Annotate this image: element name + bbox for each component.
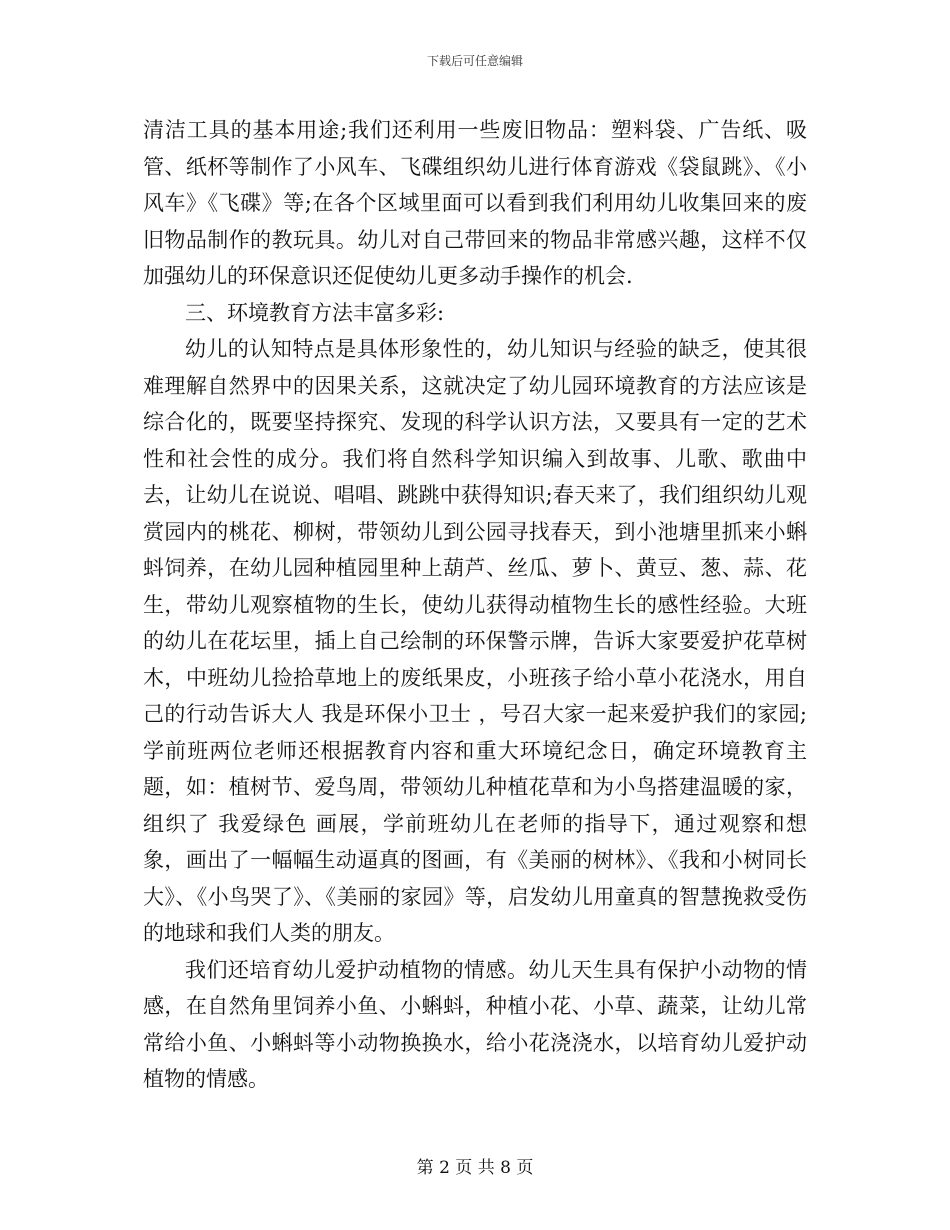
page-number: 第 2 页 共 8 页 — [416, 1158, 534, 1178]
section-heading: 三、环境教育方法丰富多彩: — [185, 300, 445, 325]
document-body — [143, 112, 807, 1098]
paragraph-continuation: 清洁工具的基本用途;我们还利用一些废旧物品：塑料袋、广告纸、吸管、纸杯等制作了小风车、飞碟组织幼儿进行体育游戏《袋鼠跳》、《小风车》《飞碟》等;在各个区域里面可以看到我们利用幼儿收集回来的废旧物品制作的教玩具。幼儿对自己带回来的物品非常感兴趣，这样不仅加强幼儿的环保意识还促使幼儿更多动手操作的机会. — [143, 118, 807, 288]
page-footer — [0, 1153, 950, 1178]
paragraph: 幼儿的认知特点是具体形象性的，幼儿知识与经验的缺乏，使其很难理解自然界中的因果关系，这就决定了幼儿园环境教育的方法应该是综合化的，既要坚持探究、发现的科学认识方法，又要具有一定的艺术性和社会性的成分。我们将自然科学知识编入到故事、儿歌、歌曲中去，让幼儿在说说、唱唱、跳跳中获得知识;春天来了，我们组织幼儿观赏园内的桃花、柳树，带领幼儿到公园寻找春天，到小池塘里抓来小蝌蚪饲养，在幼儿园种植园里种上葫芦、丝瓜、萝卜、黄豆、葱、蒜、花生，带幼儿观察植物的生长，使幼儿获得动植物生长的感性经验。大班的幼儿在花坛里，插上自己绘制的环保警示牌，告诉大家要爱护花草树木，中班幼儿捡拾草地上的废纸果皮，小班孩子给小草小花浇水，用自己的行动告诉大人 我是环保小卫士 ，号召大家一起来爱护我们的家园;学前班两位老师还根据教育内容和重大环境纪念日，确定环境教育主题，如：植树节、爱鸟周，带领幼儿种植花草和为小鸟搭建温暖的家，组织了 我爱绿色 画展，学前班幼儿在老师的指导下，通过观察和想象，画出了一幅幅生动逼真的图画，有《美丽的树林》、《我和小树同长大》、《小鸟哭了》、《美丽的家园》等，启发幼儿用童真的智慧挽救受伤的地球和我们人类的朋友。 — [143, 337, 807, 945]
paragraph: 我们还培育幼儿爱护动植物的情感。幼儿天生具有保护小动物的情感，在自然角里饲养小鱼、小蝌蚪，种植小花、小草、蔬菜，让幼儿常常给小鱼、小蝌蚪等小动物换换水，给小花浇浇水，以培育幼儿爱护动植物的情感。 — [143, 957, 807, 1091]
page-header: 下载后可任意编辑 — [426, 54, 523, 68]
